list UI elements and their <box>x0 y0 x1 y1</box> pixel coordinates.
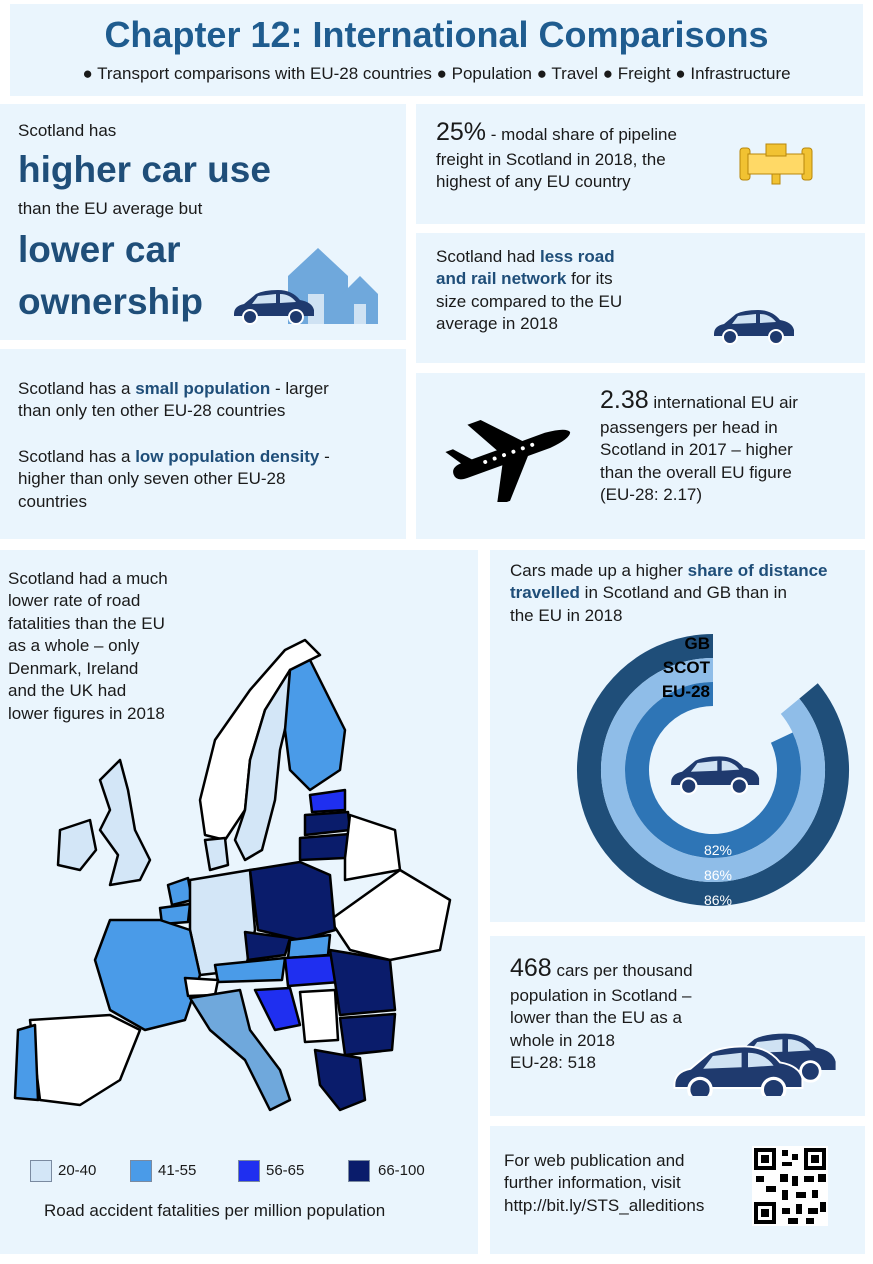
car-use-line1: Scotland has <box>18 121 117 140</box>
map-region-uk <box>100 760 150 885</box>
map-region-czechia <box>245 932 290 960</box>
map-region-portugal <box>15 1025 38 1100</box>
legend-swatch-41-55 <box>130 1160 152 1182</box>
legend-swatch-56-65 <box>238 1160 260 1182</box>
car-use-big2a: lower car <box>18 229 181 270</box>
map-region-bulgaria <box>340 1014 395 1055</box>
map-caption: Road accident fatalities per million population <box>44 1201 386 1220</box>
ownership-text: 468 cars per thousand population in Scotland – lower than the EU as a whole in 2018 EU-28: 518 <box>510 954 693 1073</box>
map-region-spain <box>30 1015 140 1105</box>
map-region-lithuania <box>300 834 350 860</box>
ownership-value: 468 <box>510 954 552 982</box>
web-link[interactable]: http://bit.ly/STS_alleditions <box>504 1195 705 1215</box>
pipeline-icon <box>738 142 814 186</box>
car-use-line2: than the EU average but <box>18 199 203 218</box>
map-region-ukraine <box>330 870 450 960</box>
donut-label-scot: 86% <box>703 867 733 883</box>
map-region-belarus <box>345 815 400 880</box>
air-value: 2.38 <box>600 386 649 414</box>
map-region-estonia <box>310 790 345 812</box>
network-text: Scotland had less road and rail network for its size compared to the EU average in 2018 <box>436 247 623 334</box>
distance-text: Cars made up a higher share of distance travelled in Scotland and GB than in the EU in 2018 <box>510 561 828 625</box>
donut-key-gb: GB <box>684 634 710 653</box>
car-use-big1: higher car use <box>18 149 271 190</box>
map-region-finland <box>285 660 345 790</box>
legend-label: 41-55 <box>158 1162 197 1179</box>
pipeline-text: 25% - modal share of pipeline freight in Scotland in 2018, the highest of any EU country <box>436 118 677 192</box>
legend-label: 56-65 <box>266 1162 305 1179</box>
two-cars-icon <box>668 1026 844 1096</box>
page-subtitle: ● Transport comparisons with EU-28 countries ● Population ● Travel ● Freight ● Infrastructure <box>82 64 791 83</box>
car-icon <box>662 752 766 796</box>
population-size-text: Scotland has a small population - larger than only ten other EU-28 countries <box>18 379 329 421</box>
car-icon <box>230 286 316 326</box>
map-region-romania <box>330 950 395 1015</box>
air-text: 2.38 international EU air passengers per head in Scotland in 2017 – higher than the overall EU figure (EU-28: 2.17) <box>600 386 798 505</box>
map-region-croatia <box>255 988 300 1030</box>
fatalities-text: Scotland had a much lower rate of road fatalities than the EU as a whole – only Denmark, Ireland and the UK had lower figures in 2018 <box>8 569 168 723</box>
donut-label-eu28: 82% <box>703 842 733 858</box>
subtitle-item: Freight <box>617 64 671 83</box>
qr-code-icon[interactable] <box>752 1146 828 1226</box>
donut-key-eu28: EU-28 <box>661 682 710 701</box>
subtitle-item: Travel <box>551 64 599 83</box>
map-region-serbia <box>300 990 338 1042</box>
map-region-germany <box>190 870 255 975</box>
donut-label-gb: 86% <box>703 892 733 908</box>
map-region-poland <box>250 862 335 940</box>
map-region-netherlands <box>168 878 192 905</box>
donut-key-scot: SCOT <box>662 658 710 677</box>
legend-label: 66-100 <box>378 1162 425 1179</box>
airplane-icon <box>440 406 580 502</box>
map-region-greece <box>315 1050 365 1110</box>
subtitle-item: Infrastructure <box>690 64 791 83</box>
map-region-france <box>95 920 200 1030</box>
car-icon <box>710 306 796 346</box>
pipeline-value: 25% <box>436 118 487 146</box>
map-region-ireland <box>58 820 96 870</box>
subtitle-item: Population <box>451 64 532 83</box>
map-region-latvia <box>305 812 350 835</box>
web-text: For web publication and further information, visit http://bit.ly/STS_alleditions <box>504 1151 705 1215</box>
europe-map <box>0 630 478 1130</box>
legend-label: 20-40 <box>58 1162 97 1179</box>
legend-swatch-66-100 <box>348 1160 370 1182</box>
page-title: Chapter 12: International Comparisons <box>104 14 769 55</box>
legend-swatch-20-40 <box>30 1160 52 1182</box>
car-use-big2b: ownership <box>18 281 204 322</box>
population-density-text: Scotland has a low population density - higher than only seven other EU-28 countries <box>18 447 330 511</box>
map-region-denmark <box>205 838 228 870</box>
subtitle-item: Transport comparisons with EU-28 countries <box>97 64 432 83</box>
